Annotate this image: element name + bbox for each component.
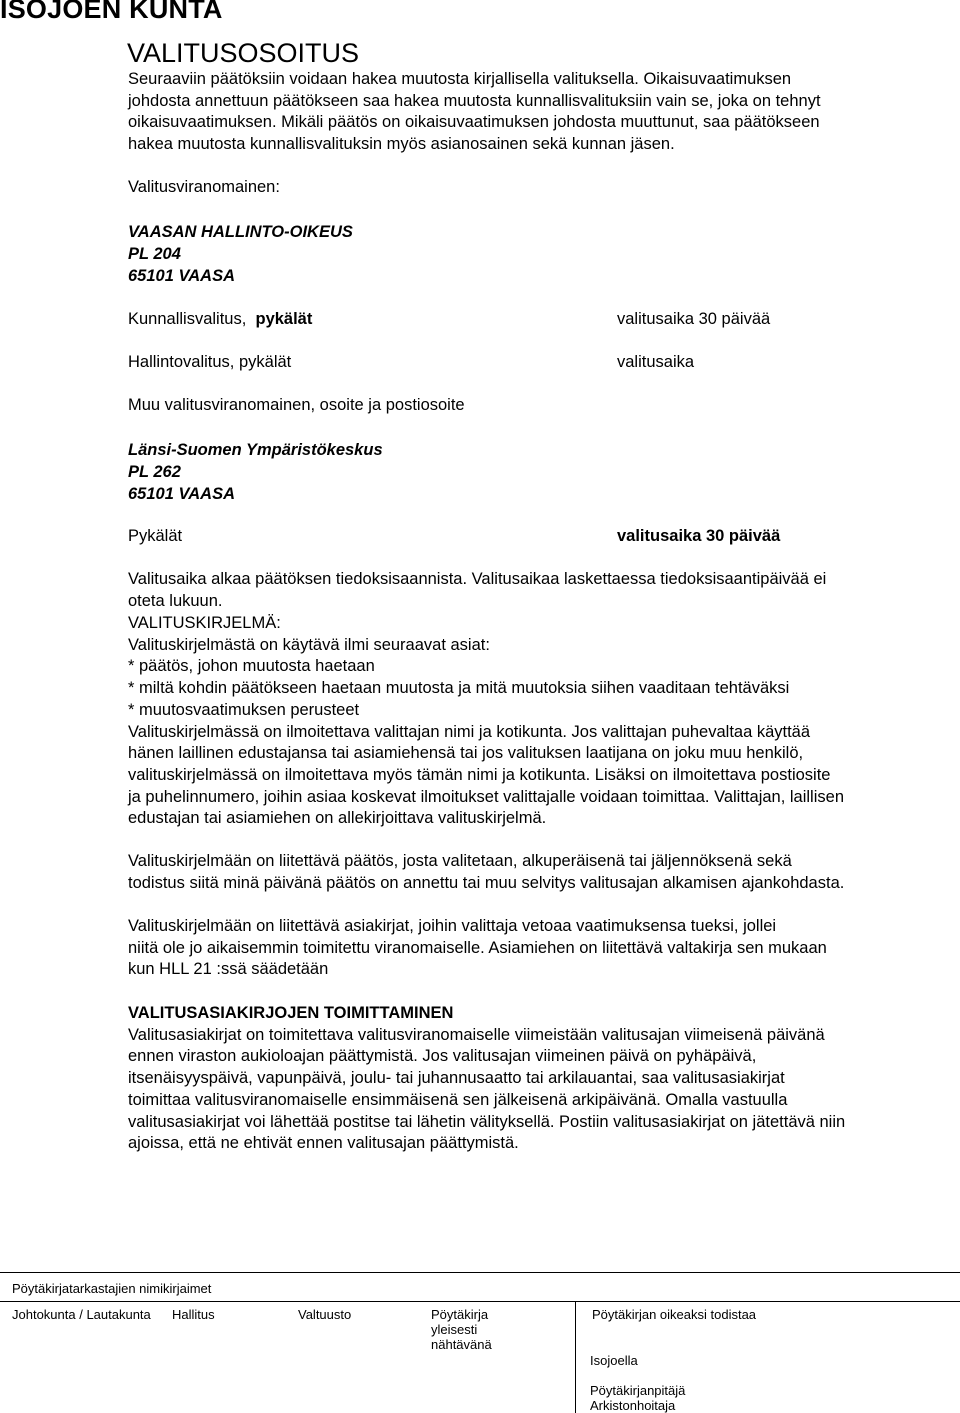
delivery-line: ennen viraston aukioloajan päättymistä. Jos valitusajan viimeinen päivä on pyhäpäivä, bbox=[128, 1047, 757, 1066]
attachments-paragraph-2 bbox=[128, 916, 827, 981]
authority-name: VAASAN HALLINTO-OIKEUS bbox=[128, 223, 353, 241]
intro-paragraph bbox=[128, 69, 821, 156]
admin-appeal-time: valitusaika bbox=[617, 353, 695, 371]
time-note-line: Valitusaika alkaa päätöksen tiedoksisaannista. Valitusaikaa laskettaessa tiedoksisaantipäivää ei bbox=[128, 570, 827, 588]
footer-keeper-label: Pöytäkirjanpitäjä bbox=[590, 1383, 686, 1398]
footer-council-label: Hallitus bbox=[172, 1307, 215, 1322]
municipal-appeal-label: Kunnallisvalitus, bbox=[128, 310, 247, 328]
authority-address bbox=[128, 221, 353, 287]
footer-place-label: Isojoella bbox=[590, 1353, 638, 1368]
municipal-appeal-row bbox=[128, 310, 312, 329]
appeal-letter-line: edustajan tai asiamiehen on allekirjoittava valituskirjelmä. bbox=[128, 809, 547, 828]
other-authority-po-box: PL 262 bbox=[128, 463, 181, 481]
delivery-line: toimittaa valitusviranomaiselle ensimmäisenä sen jälkeisenä arkipäivänä. Omalla vastuulla bbox=[128, 1090, 788, 1109]
appeal-letter-line: Valituskirjelmässä on ilmoitettava valittajan nimi ja kotikunta. Jos valittajan puhevaltaa käyttää bbox=[128, 722, 811, 741]
authority-city: 65101 VAASA bbox=[128, 267, 236, 285]
delivery-line: itsenäisyyspäivä, vapunpäivä, joulu- tai juhannusaatto tai arkilauantai, saa valitusasiakirjat bbox=[128, 1069, 785, 1088]
footer-board-label: Johtokunta / Lautakunta bbox=[12, 1307, 151, 1322]
delivery-heading: VALITUSASIAKIRJOJEN TOIMITTAMINEN bbox=[128, 1004, 454, 1022]
appeal-letter-line: * muutosvaatimuksen perusteet bbox=[128, 700, 360, 719]
attachments-paragraph-1 bbox=[128, 851, 844, 894]
attachments-line: niitä ole jo aikaisemmin toimitettu viranomaiselle. Asiamiehen on liitettävä valtakirja sen mukaan bbox=[128, 938, 827, 957]
delivery-line: valitusasiakirjat voi lähettää postitse tai lähetin välityksellä. Postiin valitusasiakirjat on jätettävä niin bbox=[128, 1112, 846, 1131]
footer-certified-label: Pöytäkirjan oikeaksi todistaa bbox=[592, 1307, 757, 1322]
document-title: VALITUSOSOITUS bbox=[127, 38, 360, 68]
appeal-letter-line: ja puhelinnumero, joihin asiaa koskevat ilmoitukset valittajalle voidaan toimittaa. Valittajan, laillisen bbox=[128, 787, 844, 806]
authority-label: Valitusviranomainen: bbox=[128, 178, 280, 196]
intro-line: hakea muutosta kunnallisvalituksin myös asianosainen sekä kunnan jäsen. bbox=[128, 135, 675, 154]
sections-time: valitusaika 30 päivää bbox=[617, 527, 781, 545]
other-authority-name: Länsi-Suomen Ympäristökeskus bbox=[128, 441, 383, 459]
attachments-line: kun HLL 21 :ssä säädetään bbox=[128, 960, 329, 979]
footer-inspectors-label: Pöytäkirjatarkastajien nimikirjaimet bbox=[12, 1281, 212, 1296]
footer-assembly-label: Valtuusto bbox=[298, 1307, 352, 1322]
intro-line: Seuraaviin päätöksiin voidaan hakea muutosta kirjallisella valituksella. Oikaisuvaatimuksen bbox=[128, 70, 792, 88]
intro-line: johdosta annettuun päätökseen saa hakea muutosta kunnallisvalituksiin vain se, joka on tehnyt bbox=[128, 91, 821, 110]
appeal-letter-line: hänen laillinen edustajansa tai asiamiehensä tai jos valituksen laatijana on joku muu henkilö, bbox=[128, 744, 804, 763]
footer-row-rule bbox=[0, 1301, 960, 1302]
delivery-section bbox=[128, 1003, 845, 1155]
footer-archivist-label: Arkistonhoitaja bbox=[590, 1398, 676, 1413]
attachments-line: todistus siitä minä päivänä päätös on annettu tai muu selvitys valitusajan alkamisen ajankohdasta. bbox=[128, 873, 845, 892]
footer-top-rule bbox=[0, 1272, 960, 1273]
municipal-appeal-sections: pykälät bbox=[255, 310, 313, 328]
appeal-letter-heading: VALITUSKIRJELMÄ: bbox=[128, 614, 281, 632]
appeal-letter-section bbox=[128, 613, 844, 830]
appeal-letter-line: * miltä kohdin päätökseen haetaan muutosta ja mitä muutoksia siihen vaaditaan tehtäväksi bbox=[128, 679, 790, 698]
appeal-letter-line: Valituskirjelmästä on käytävä ilmi seuraavat asiat: bbox=[128, 635, 490, 654]
time-note bbox=[128, 569, 826, 612]
admin-appeal-label: Hallintovalitus, pykälät bbox=[128, 353, 292, 371]
sections-label: Pykälät bbox=[128, 527, 183, 545]
other-authority-city: 65101 VAASA bbox=[128, 485, 236, 503]
footer-column-divider bbox=[575, 1301, 576, 1413]
attachments-line: Valituskirjelmään on liitettävä päätös, josta valitetaan, alkuperäisenä tai jäljennöksenä sekä bbox=[128, 852, 792, 870]
delivery-line: ajoissa, että ne ehtivät ennen valitusajan päättymistä. bbox=[128, 1134, 519, 1153]
delivery-line: Valitusasiakirjat on toimitettava valitusviranomaiselle viimeistään valitusajan viimeisenä päivänä bbox=[128, 1025, 825, 1044]
footer-public-label-2: yleisesti bbox=[431, 1322, 478, 1337]
attachments-line: Valituskirjelmään on liitettävä asiakirjat, joihin valittaja vetoaa vaatimuksensa tueksi, jollei bbox=[128, 917, 777, 935]
municipality-header: ISOJOEN KUNTA bbox=[0, 0, 223, 24]
appeal-letter-line: valituskirjelmässä on ilmoitettava myös tämän nimi ja kotikunta. Lisäksi on ilmoitettava postiosite bbox=[128, 765, 831, 784]
other-authority-address bbox=[128, 439, 383, 505]
authority-po-box: PL 204 bbox=[128, 245, 181, 263]
appeal-letter-line: * päätös, johon muutosta haetaan bbox=[128, 657, 375, 676]
footer-public-label-1: Pöytäkirja bbox=[431, 1307, 489, 1322]
municipal-appeal-time: valitusaika 30 päivää bbox=[617, 310, 771, 328]
intro-line: oikaisuvaatimuksen. Mikäli päätös on oikaisuvaatimuksen johdosta muuttunut, saa päätökseen bbox=[128, 113, 820, 132]
other-authority-label: Muu valitusviranomainen, osoite ja postiosoite bbox=[128, 396, 465, 414]
time-note-line: oteta lukuun. bbox=[128, 591, 223, 610]
footer-public-label-3: nähtävänä bbox=[431, 1337, 492, 1352]
